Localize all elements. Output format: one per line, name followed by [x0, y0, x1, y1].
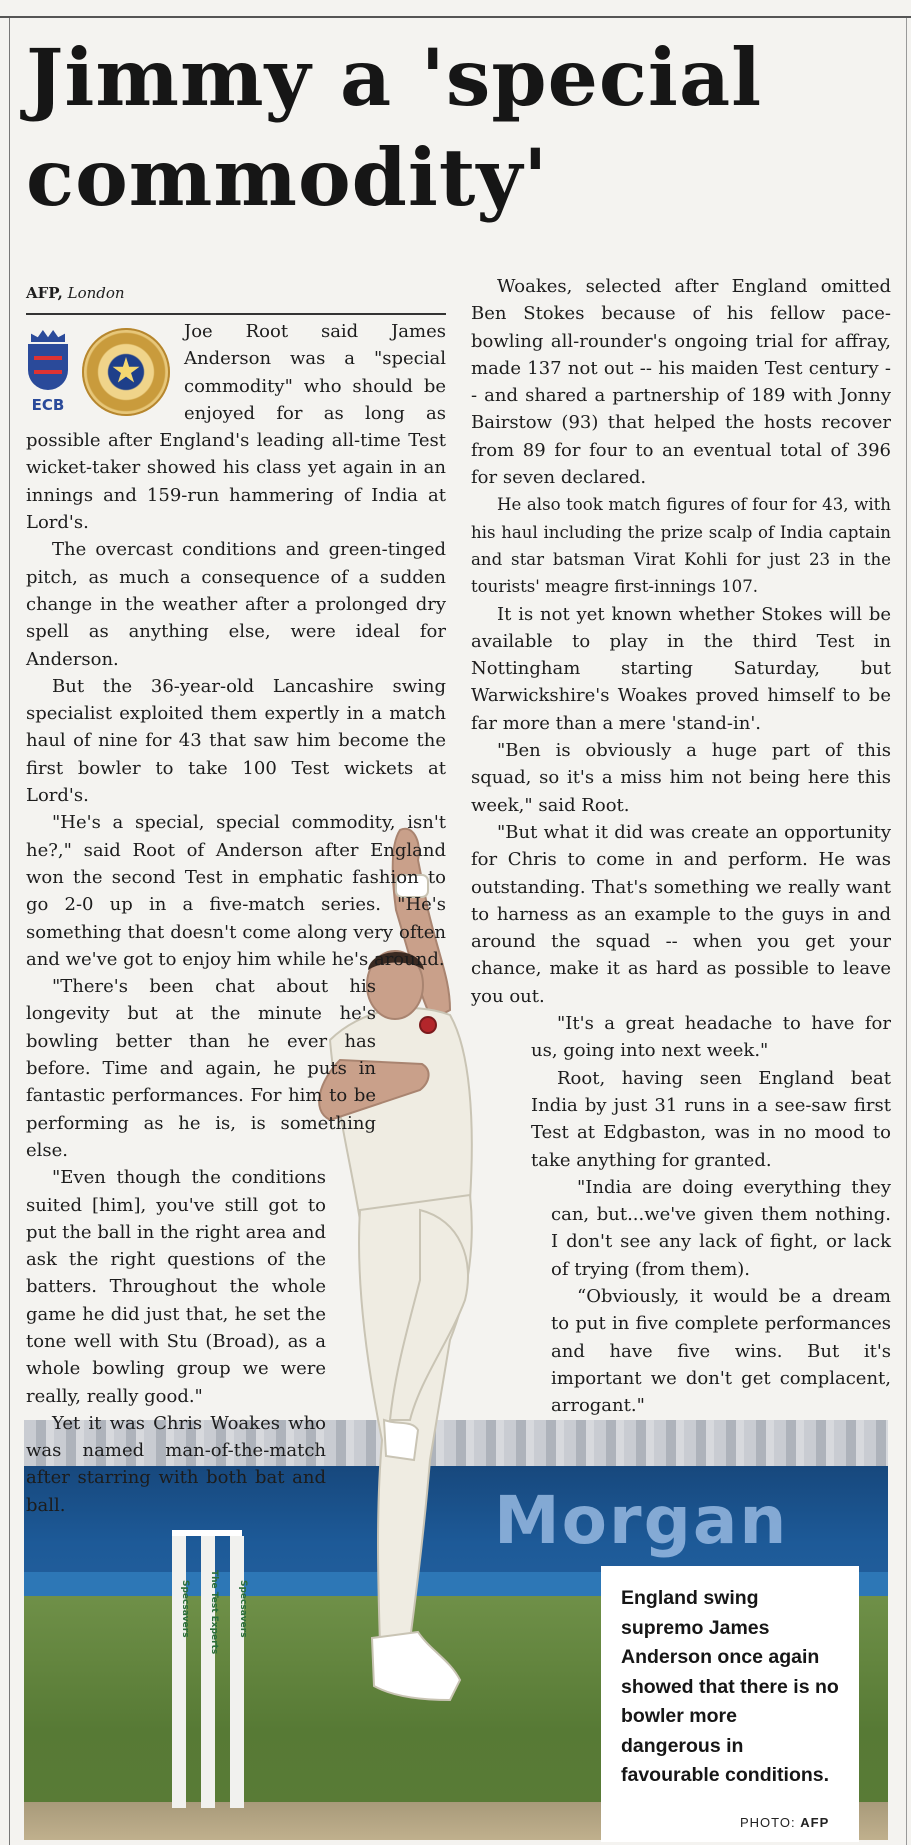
photo-caption: England swing supremo James Anderson once again showed that there is no bowler more dangerous in favourable conditions.	[601, 1566, 859, 1842]
stump-label-1: Specsavers	[180, 1580, 190, 1638]
paragraph: But the 36-year-old Lancashire swing specialist exploited them expertly in a match haul of nine for 43 that saw him become the first bowler to take 100 Test wickets at Lord's.	[26, 675, 446, 807]
paragraph: Joe Root said James Anderson was a "special commodity" who should be enjoyed for as long as possible after England's leading all-time Test wicket-taker showed his class yet again in an innings and 159-run hammering of India at Lord's.	[26, 321, 446, 534]
photo-credit-source: AFP	[800, 1815, 830, 1830]
bowler-shoe	[372, 1632, 460, 1700]
stump-label-3: Specsavers	[238, 1580, 248, 1638]
byline-agency: AFP,	[26, 284, 63, 302]
ecb-logo	[26, 330, 70, 420]
crown-icon	[31, 330, 65, 342]
paragraph: "Even though the conditions suited [him], you've still got to put the ball in the right area and ask the right questions of the batters. Throughout the whole game he did just that, he set the tone well with Stu (Broad), as a whole bowling group we were really, really good."	[26, 1167, 326, 1407]
paragraph: "But what it did was create an opportunity for Chris to come in and perform. He was outstanding. That's something we really want to harness as an example to the guys in and around the squad -- when you get your chance, make it as hard as possible to leave you out.	[471, 821, 891, 1007]
paragraph: He also took match figures of four for 43, with his haul including the prize scalp of India captain and star batsman Virat Kohli for just 23 in the tourists' meagre first-innings 107.	[471, 495, 891, 597]
paragraph: "India are doing everything they can, but...we've given them nothing. I don't see any lack of fight, or lack of trying (from them).	[551, 1176, 891, 1280]
paragraph: Woakes, selected after England omitted Ben Stokes because of his fellow pace-bowling all-rounder's ongoing trial for affray, made 137 not out -- his maiden Test century -- and shared a partnership of 189 with Jonny Bairstow (93) that helped the hosts recover from 89 for four to an eventual total of 396 for seven declared.	[471, 276, 891, 489]
paragraph: "Ben is obviously a huge part of this squad, so it's a miss him not being here this week," said Root.	[471, 740, 891, 816]
right-column-rule	[906, 18, 907, 1845]
star-icon	[112, 357, 140, 385]
board-sponsor-text: Morgan	[494, 1482, 789, 1559]
paragraph: "There's been chat about his longevity but at the minute he's bowling better than he ever has before. Time and again, he puts in fantastic performances. For him to be performing as he is, is something else.	[26, 976, 376, 1161]
paragraph: "He's a special, special commodity, isn't he?," said Root of Anderson after England won the second Test in emphatic fashion to go 2-0 up in a five-match series. "He's something that doesn't come along very often and we've got to enjoy him while he's around.	[26, 812, 446, 970]
headline-line-2: commodity'	[26, 131, 549, 224]
photo-credit-label: PHOTO:	[740, 1815, 796, 1830]
top-rule	[0, 16, 911, 18]
lions-shield-icon	[28, 344, 68, 390]
ecb-logo-text: ECB	[31, 396, 65, 414]
stump-label-2: The Test Experts	[209, 1570, 219, 1655]
left-column-rule	[9, 18, 10, 1845]
stumps-graphic	[168, 1530, 248, 1810]
bcci-logo	[82, 328, 170, 416]
headline-line-1: Jimmy a 'special	[26, 31, 763, 124]
paragraph: "It's a great headache to have for us, going into next week."	[531, 1013, 891, 1062]
byline	[26, 284, 125, 302]
byline-location: London	[67, 284, 125, 302]
paragraph: “Obviously, it would be a dream to put in five complete performances and have five wins. But it's important we don't get complacent, arrogant."	[551, 1285, 891, 1417]
paragraph: Yet it was Chris Woakes who was named man-of-the-match after starring with both bat and ball.	[26, 1412, 326, 1516]
paragraph: The overcast conditions and green-tinged pitch, as much a consequence of a sudden change in the weather after a prolonged dry spell as anything else, were ideal for Anderson.	[26, 539, 446, 670]
article-column-2	[471, 273, 891, 1419]
team-logos	[26, 318, 174, 426]
stump-1	[172, 1536, 186, 1808]
bails	[172, 1530, 242, 1536]
article-column-1	[26, 318, 446, 1519]
headline	[26, 28, 886, 228]
paragraph: It is not yet known whether Stokes will be available to play in the third Test in Nottingham starting Saturday, but Warwickshire's Woakes proved himself to be far more than a mere 'stand-in'.	[471, 603, 891, 734]
stump-3	[230, 1536, 244, 1808]
photo-credit	[740, 1815, 829, 1830]
paragraph: Root, having seen England beat India by just 31 runs in a see-saw first Test at Edgbaston, was in no mood to take anything for granted.	[531, 1067, 891, 1171]
byline-rule	[26, 313, 446, 315]
